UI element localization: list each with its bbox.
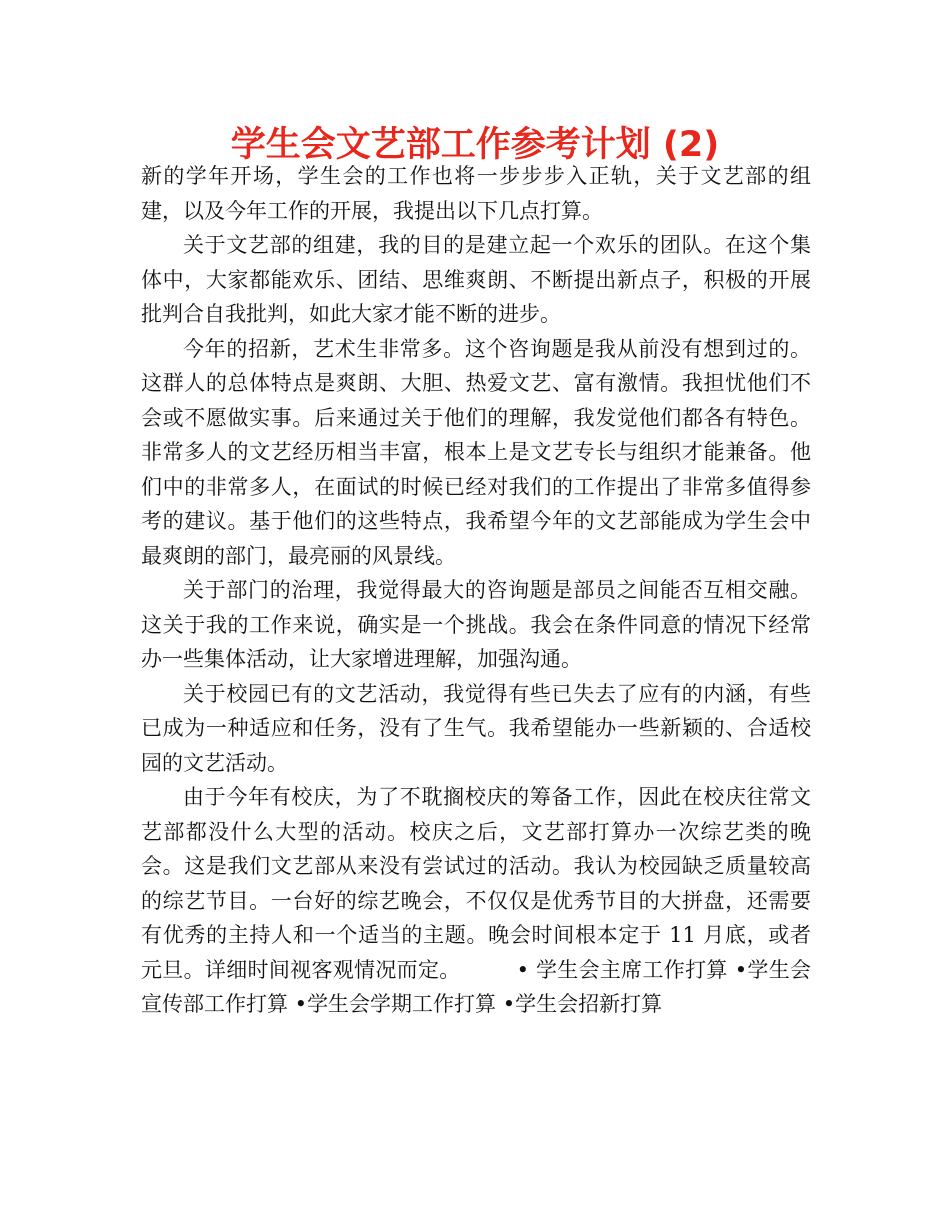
related-link-semester-plan[interactable]: 学生会学期工作打算 • (307, 992, 516, 1016)
paragraph-management: 关于部门的治理，我觉得最大的咨询题是部员之间能否互相交融。这关于我的工作来说，确实是一个挑战。我会在条件同意的情况下经常办一些集体活动，让大家增进理解，加强沟通。 (141, 578, 811, 671)
document-title: 学生会文艺部工作参考计划 (2) (230, 125, 720, 165)
paragraph-team-building: 关于文艺部的组建，我的目的是建立起一个欢乐的团队。在这个集体中，大家都能欢乐、团结、思维爽朗、不断提出新点子，积极的开展批判合自我批判，如此大家才能不断的进步。 (141, 233, 811, 326)
related-link-publicity-plan[interactable]: 学生会宣传部工作打算 • (141, 957, 812, 1016)
related-link-chairman-plan[interactable]: • 学生会主席工作打算 • (516, 957, 748, 982)
anniversary-plan-text: 由于今年有校庆，为了不耽搁校庆的筹备工作，因此在校庆往常文艺部都没什么大型的活动。校庆之后，文艺部打算办一次综艺类的晚会。这是我们文艺部从来没有尝试过的活动。我认为校园缺乏质量较高的综艺节目。一台好的综艺晚会，不仅仅是优秀节目的大拼盘，还需要有优秀的主持人和一个适当的主题。晚会时间根本定于 11 月底，或者元旦。详细时间视客观情况而定。 (141, 785, 811, 982)
paragraph-intro: 新的学年开场，学生会的工作也将一步步步入正轨，关于文艺部的组建，以及今年工作的开展，我提出以下几点打算。 (141, 164, 811, 223)
paragraph-recruitment: 今年的招新，艺术生非常多。这个咨询题是我从前没有想到过的。这群人的总体特点是爽朗、大胆、热爱文艺、富有激情。我担忧他们不会或不愿做实事。后来通过关于他们的理解，我发觉他们都各有特色。非常多人的文艺经历相当丰富，根本上是文艺专长与组织才能兼备。他们中的非常多人，在面试的时候已经对我们的工作提出了非常多值得参考的建议。基于他们的这些特点，我希望今年的文艺部能成为学生会中最爽朗的部门，最亮丽的风景线。 (141, 336, 811, 568)
paragraph-campus-activities: 关于校园已有的文艺活动，我觉得有些已失去了应有的内涵，有些已成为一种适应和任务，没有了生气。我希望能办一些新颖的、合适校园的文艺活动。 (141, 681, 811, 775)
related-link-recruitment-plan[interactable]: 学生会招新打算 (515, 992, 663, 1016)
paragraph-anniversary-plan (141, 780, 811, 1022)
document-body (141, 159, 811, 1022)
